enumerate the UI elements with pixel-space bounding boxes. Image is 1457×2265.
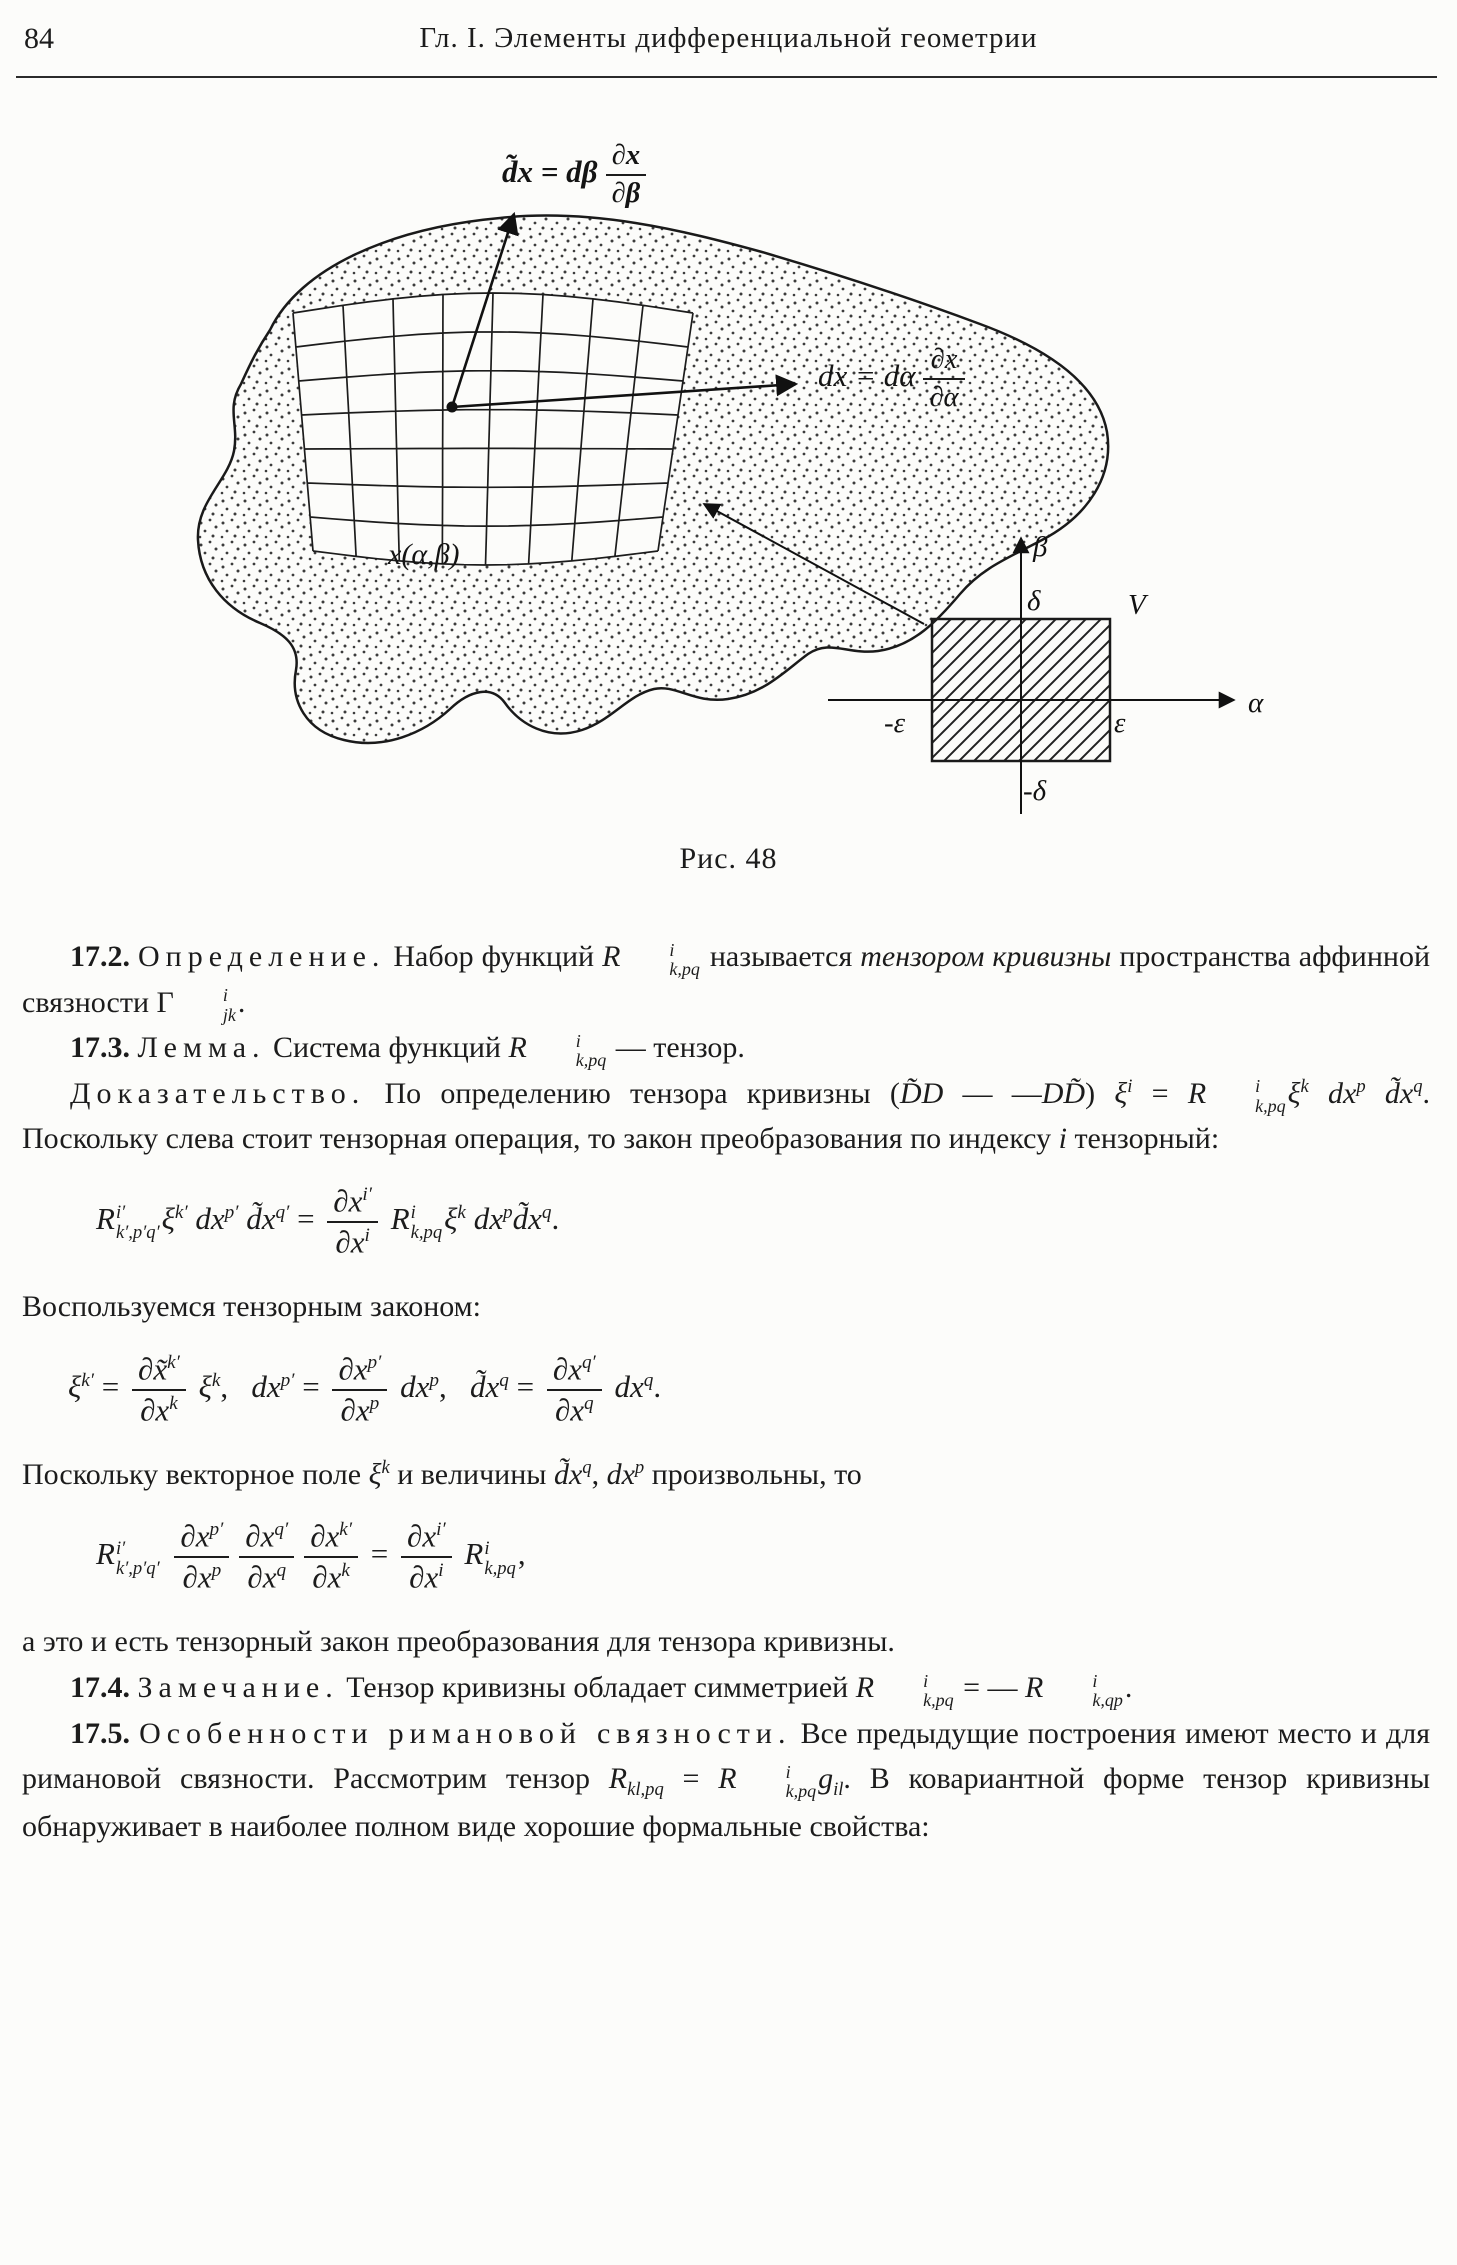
neg-delta-label: -δ — [1023, 775, 1047, 807]
paragraph-17-2: 17.2. Определение. Набор функций R i k,pq называется тензором кривизны пространства аффинной связности Γ i jk . — [22, 939, 1431, 1025]
paragraph-arbitrary: Поскольку векторное поле $\xi^k$ и величины $d̃x^q$, $dx^p$ произвольны, то — [22, 1456, 862, 1491]
body-text — [22, 934, 1430, 1850]
neg-epsilon-label: -ε — [884, 707, 906, 739]
coordinate-grid — [293, 293, 693, 565]
formula-tensor-law: $\xi^{k'}$ = $\frac{\partial x̃^{k'}}{\partial x^k}$ $\xi^k$, $dx^{p'}$ = $\frac{\partial x^{p'}}{\partial x^p}$ $dx^p$, $d̃x^q$ = $\frac{\partial x^{q'}}{\partial x^q}$ $dx^q$. — [68, 1350, 662, 1428]
formula-result: R i′ k′,p′q′ $\frac{\partial x^{p'}}{\partial x^p}$ $\frac{\partial x^{q'}}{\partial x^q}$ $\frac{\partial x^{k'}}{\partial x^k}$ = $\frac{\partial x^{i'}}{\partial x^i}$ R i k,pq , — [96, 1518, 526, 1595]
paragraph-17-4: 17.4. Замечание. Тензор кривизны обладает симметрией R i k,pq = — R i k,qp . — [70, 1670, 1133, 1711]
figure-48 — [0, 100, 1457, 910]
label-dx-dbeta: d̃x = dβ $\frac{\partial x}{\partial\beta}$ — [502, 140, 651, 210]
figure-caption: Рис. 48 — [679, 842, 778, 875]
page-header — [0, 20, 1457, 80]
paragraph-conclusion: а это и есть тензорный закон преобразования для тензора кривизны. — [22, 1625, 895, 1659]
chapter-title: Гл. I. Элементы дифференциальной геометрии — [419, 22, 1038, 54]
v-region-label: V — [1128, 589, 1146, 621]
header-rule — [16, 76, 1437, 78]
paragraph-tensor-law: Воспользуемся тензорным законом: — [22, 1290, 481, 1324]
label-surface-x-alpha-beta: x(α,β) — [388, 538, 460, 571]
paragraph-proof: Доказательство. По определению тензора кривизны (D̃D — —DD̃) $\xi^i = R$ i k,pq $\xi^k$ $dx^p$ $d̃x^q$. Поскольку слева стоит тензорная операция, то закон преобразования по индексу i тензорный: — [22, 1075, 1431, 1156]
beta-axis-label: β — [1033, 531, 1048, 563]
formula-tensor-transform: R i′ k′,p′q′ $\xi^{k'}$ $dx^{p'}$ $d̃x^{q'}$ = $\frac{\partial x^{i'}}{\partial x^i}$ R i k,pq $\xi^k$ $dx^pd̃x^q$. — [96, 1183, 560, 1260]
page-number: 84 — [24, 22, 54, 55]
alpha-axis-label: α — [1248, 687, 1264, 719]
epsilon-label: ε — [1114, 707, 1126, 739]
figure-canvas — [0, 100, 1457, 910]
paragraph-17-5: 17.5. Особенности римановой связности. Все предыдущие построения имеют место и для римановой связности. Рассмотрим тензор $R_{kl,pq} = R$ i k,pq $g_{il}$. В ковариантной форме тензор кривизны обнаруживает в наиболее полном виде хорошие формальные свойства: — [22, 1716, 1430, 1844]
paragraph-17-3: 17.3. Лемма. Система функций R i k,pq — тензор. — [70, 1030, 745, 1071]
delta-label: δ — [1027, 585, 1041, 617]
label-dx-dalpha: dx = dα $\frac{\partial x}{\partial\alpha}$ — [818, 344, 970, 414]
